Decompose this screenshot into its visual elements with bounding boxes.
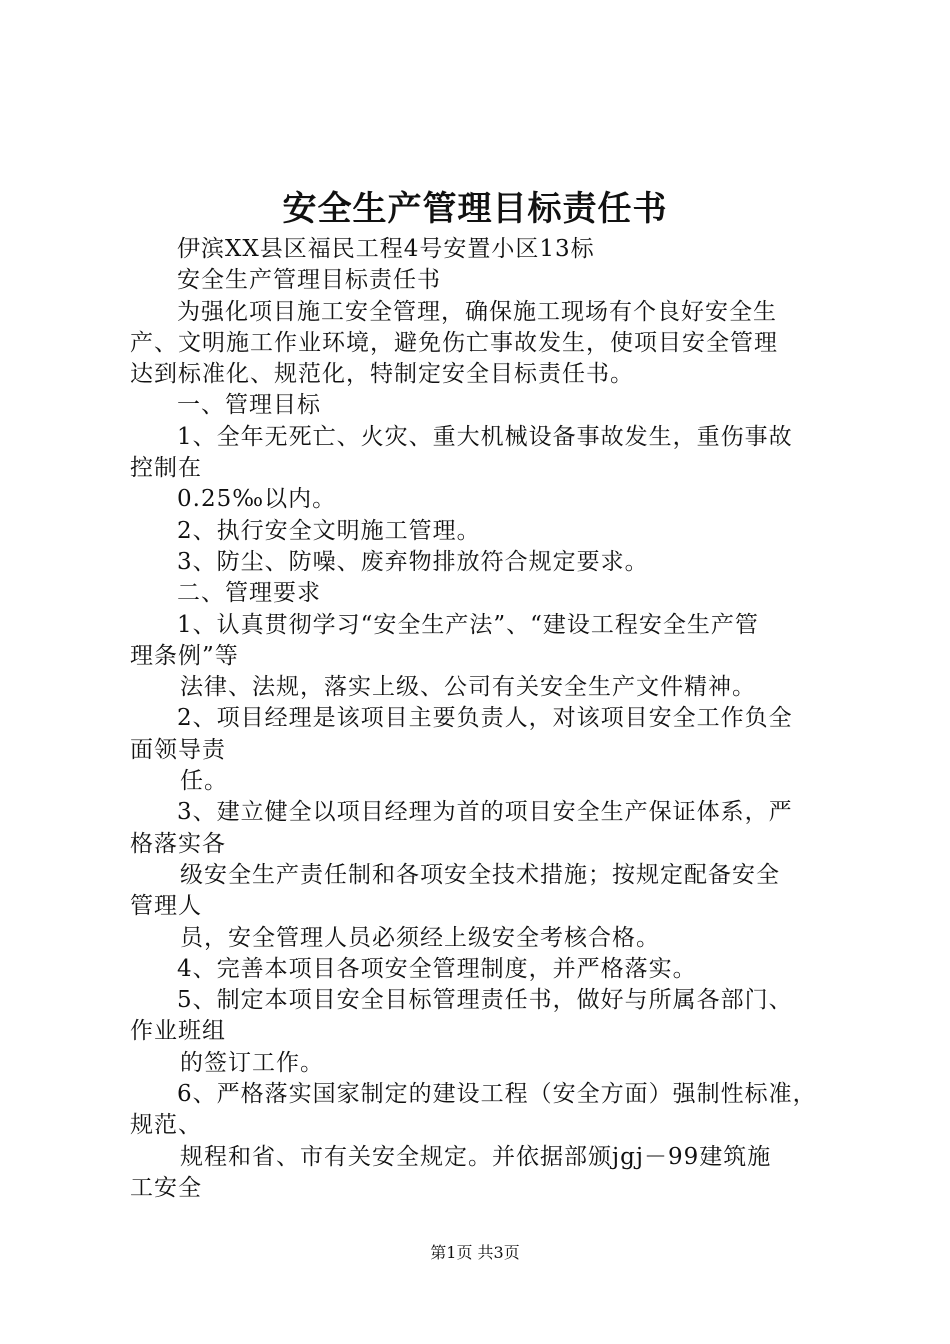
body-line: 2、项目经理是该项目主要负责人，对该项目安全工作负全 — [177, 705, 793, 732]
body-line: 规程和省、市有关安全规定。并依据部颁jgj－99建筑施 — [180, 1143, 772, 1170]
body-line: 产、文明施工作业环境，避免伤亡事故发生，使项目安全管理 — [130, 329, 778, 356]
body-line: 安全生产管理目标责任书 — [177, 267, 441, 294]
body-line: 3、建立健全以项目经理为首的项目安全生产保证体系，严 — [177, 799, 793, 826]
body-line: 为强化项目施工安全管理，确保施工现场有个良好安全生 — [177, 298, 777, 325]
body-line: 二、管理要求 — [177, 580, 321, 607]
body-line: 理条例”等 — [130, 642, 239, 669]
body-line: 任。 — [180, 768, 228, 795]
body-line: 3、防尘、防噪、废弃物排放符合规定要求。 — [177, 548, 649, 575]
body-line: 一、管理目标 — [177, 392, 321, 419]
body-line: 6、严格落实国家制定的建设工程（安全方面）强制性标准， — [177, 1081, 817, 1108]
body-line: 0.25‰以内。 — [177, 486, 337, 513]
body-line: 达到标准化、规范化，特制定安全目标责任书。 — [130, 361, 634, 388]
document-body — [130, 234, 835, 1204]
body-line: 4、完善本项目各项安全管理制度，并严格落实。 — [177, 955, 697, 982]
body-line: 1、认真贯彻学习“安全生产法”、“建设工程安全生产管 — [177, 611, 759, 638]
body-line: 面领导责 — [130, 736, 226, 763]
body-line: 的签订工作。 — [180, 1049, 324, 1076]
body-line: 格落实各 — [130, 830, 226, 857]
body-line: 员，安全管理人员必须经上级安全考核合格。 — [180, 924, 660, 951]
body-line: 规范、 — [130, 1112, 202, 1139]
body-line: 级安全生产责任制和各项安全技术措施；按规定配备安全 — [180, 861, 780, 888]
body-line: 管理人 — [130, 893, 202, 920]
page-footer: 第1页 共3页 — [430, 1243, 520, 1262]
body-line: 5、制定本项目安全目标管理责任书，做好与所属各部门、 — [177, 987, 793, 1014]
body-line: 1、全年无死亡、火灾、重大机械设备事故发生，重伤事故 — [177, 423, 793, 450]
body-line: 伊滨XX县区福民工程4号安置小区13标 — [177, 236, 595, 262]
body-line: 工安全 — [130, 1174, 202, 1201]
body-line: 法律、法规，落实上级、公司有关安全生产文件精神。 — [180, 674, 756, 701]
document-title: 安全生产管理目标责任书 — [282, 189, 668, 229]
body-line: 控制在 — [130, 455, 202, 482]
body-line: 作业班组 — [130, 1018, 226, 1045]
body-line: 2、执行安全文明施工管理。 — [177, 517, 481, 544]
